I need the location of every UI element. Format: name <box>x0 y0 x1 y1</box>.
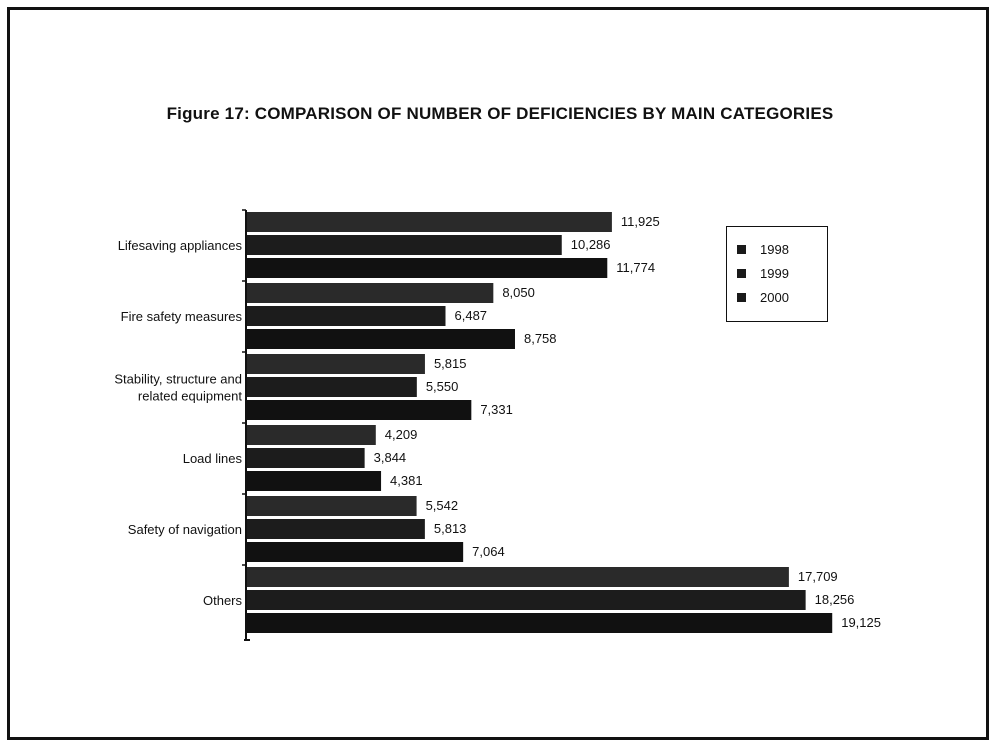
category-label <box>121 309 243 324</box>
bar-1998 <box>247 425 376 445</box>
legend-swatch-1999 <box>737 269 746 278</box>
category-label-line: Fire safety measures <box>120 309 242 324</box>
bar-1999 <box>247 306 446 326</box>
data-label-1998: 5,815 <box>433 356 467 371</box>
legend-label-1998: 1998 <box>760 241 789 257</box>
data-label-1999: 5,550 <box>425 379 459 394</box>
bar-2000 <box>247 471 381 491</box>
category-label-line: related equipment <box>137 388 242 404</box>
category-label-line: Stability, structure and <box>114 371 242 387</box>
bar-1999 <box>247 590 806 610</box>
bar-1998 <box>247 496 417 516</box>
bar-2000 <box>247 329 515 349</box>
data-label-1998: 8,050 <box>502 285 535 300</box>
legend-item-2000 <box>737 289 789 305</box>
data-label-1998: 5,542 <box>425 498 459 513</box>
bar-2000 <box>247 258 607 278</box>
chart-legend <box>726 226 828 322</box>
legend-label-2000: 2000 <box>760 289 789 305</box>
legend-item-1998 <box>737 241 789 257</box>
bar-2000 <box>247 542 463 562</box>
legend-item-1999 <box>737 265 789 281</box>
data-label-2000: 19,125 <box>841 615 881 630</box>
data-label-1998: 17,709 <box>797 569 838 584</box>
bar-1999 <box>247 519 425 539</box>
chart-title: Figure 17: COMPARISON OF NUMBER OF DEFICIENCIES BY MAIN CATEGORIES <box>166 104 834 123</box>
data-label-1999: 6,487 <box>454 308 488 323</box>
category-label <box>203 593 243 608</box>
bar-1999 <box>247 235 562 255</box>
bar-1998 <box>247 283 493 303</box>
bar-1999 <box>247 448 365 468</box>
data-label-1999: 5,813 <box>433 521 467 536</box>
data-label-2000: 4,381 <box>390 473 423 488</box>
bar-1998 <box>247 212 612 232</box>
category-label-line: Lifesaving appliances <box>117 238 242 253</box>
category-label-line: Load lines <box>182 451 242 466</box>
bar-2000 <box>247 400 471 420</box>
category-label <box>183 451 243 466</box>
data-label-1998: 4,209 <box>384 427 418 442</box>
data-label-2000: 8,758 <box>523 331 557 346</box>
bar-1998 <box>247 567 789 587</box>
data-label-2000: 11,774 <box>616 260 656 275</box>
data-label-1999: 10,286 <box>570 237 611 252</box>
bar-2000 <box>247 613 832 633</box>
legend-label-1999: 1999 <box>760 265 789 281</box>
legend-swatch-1998 <box>737 245 746 254</box>
data-label-2000: 7,331 <box>480 402 513 417</box>
data-label-1999: 3,844 <box>373 450 407 465</box>
bar-1999 <box>247 377 417 397</box>
category-label <box>114 372 242 404</box>
bar-1998 <box>247 354 425 374</box>
legend-swatch-2000 <box>737 293 746 302</box>
data-label-1998: 11,925 <box>620 214 660 229</box>
category-label <box>118 238 243 253</box>
category-label <box>128 522 242 537</box>
category-label-line: Others <box>202 593 242 608</box>
category-label-line: Safety of navigation <box>127 522 242 537</box>
data-label-2000: 7,064 <box>472 544 505 559</box>
data-label-1999: 18,256 <box>814 592 855 607</box>
